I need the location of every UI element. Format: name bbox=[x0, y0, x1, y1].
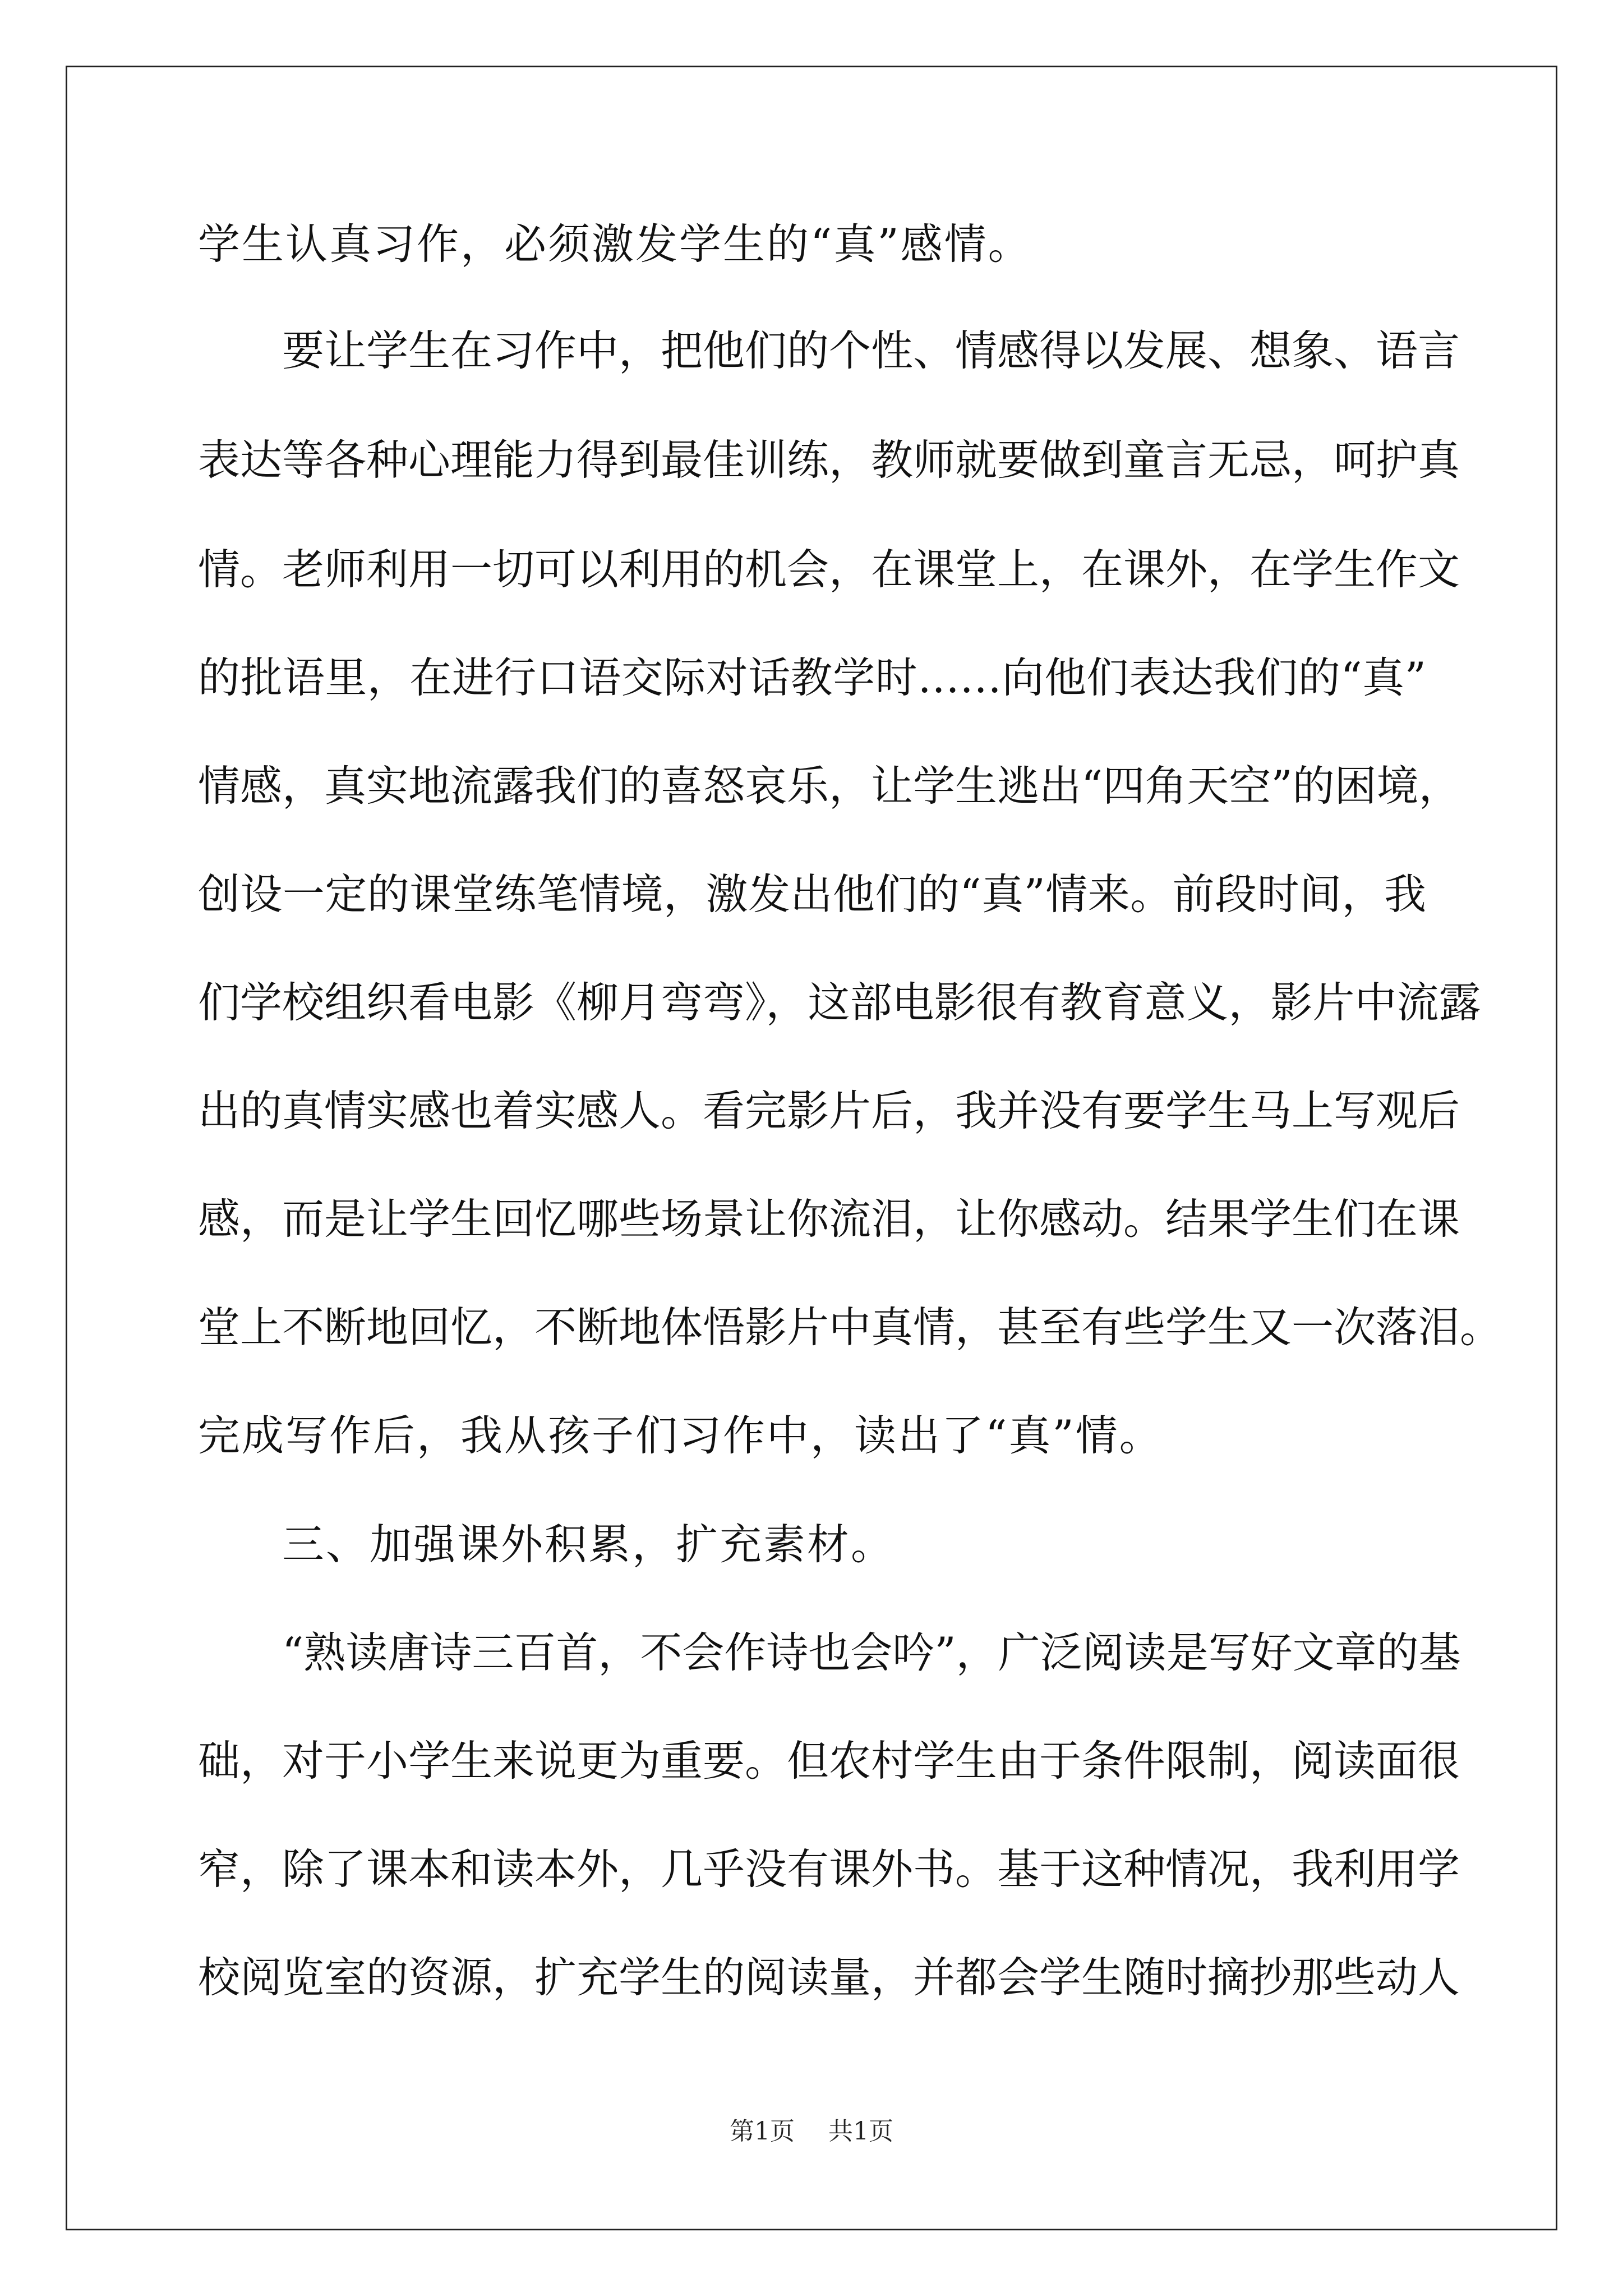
page-border bbox=[66, 66, 1557, 2230]
text-line: 出的真情实感也着实感人。看完影片后，我并没有要学生马上写观后 bbox=[198, 1086, 1460, 1135]
text-line: 创设一定的课堂练笔情境，激发出他们的“真”情来。前段时间，我 bbox=[198, 869, 1426, 919]
section-heading: 三、加强课外积累，扩充素材。 bbox=[282, 1520, 895, 1569]
text-line: 要让学生在习作中，把他们的个性、情感得以发展、想象、语言 bbox=[282, 326, 1460, 375]
text-line: 的批语里，在进行口语交际对话教学时……向他们表达我们的“真” bbox=[198, 653, 1426, 702]
text-line: 学生认真习作，必须激发学生的“真”感情。 bbox=[198, 219, 1032, 269]
text-line: 完成写作后，我从孩子们习作中，读出了“真”情。 bbox=[198, 1411, 1163, 1460]
text-line: 感，而是让学生回忆哪些场景让你流泪，让你感动。结果学生们在课 bbox=[198, 1194, 1460, 1244]
text-line: 础，对于小学生来说更为重要。但农村学生由于条件限制，阅读面很 bbox=[198, 1736, 1460, 1786]
text-line: 情感，真实地流露我们的喜怒哀乐，让学生逃出“四角天空”的困境， bbox=[198, 761, 1461, 811]
text-line: 情。老师利用一切可以利用的机会，在课堂上，在课外，在学生作文 bbox=[198, 545, 1460, 594]
text-line: 堂上不断地回忆，不断地体悟影片中真情，甚至有些学生又一次落泪。 bbox=[198, 1303, 1502, 1352]
page-number-current: 第1页 bbox=[730, 2117, 795, 2146]
page-number-total: 共1页 bbox=[828, 2117, 893, 2146]
text-line: “熟读唐诗三百首，不会作诗也会吟”，广泛阅读是写好文章的基 bbox=[282, 1628, 1461, 1677]
text-line: 表达等各种心理能力得到最佳训练，教师就要做到童言无忌，呵护真 bbox=[198, 435, 1460, 485]
text-line: 校阅览室的资源，扩充学生的阅读量，并都会学生随时摘抄那些动人 bbox=[198, 1953, 1460, 2002]
text-line: 窄，除了课本和读本外，几乎没有课外书。基于这种情况，我利用学 bbox=[198, 1844, 1460, 1894]
page-footer bbox=[0, 2115, 1623, 2148]
text-line: 们学校组织看电影《柳月弯弯》，这部电影很有教育意义，影片中流露 bbox=[198, 978, 1481, 1027]
